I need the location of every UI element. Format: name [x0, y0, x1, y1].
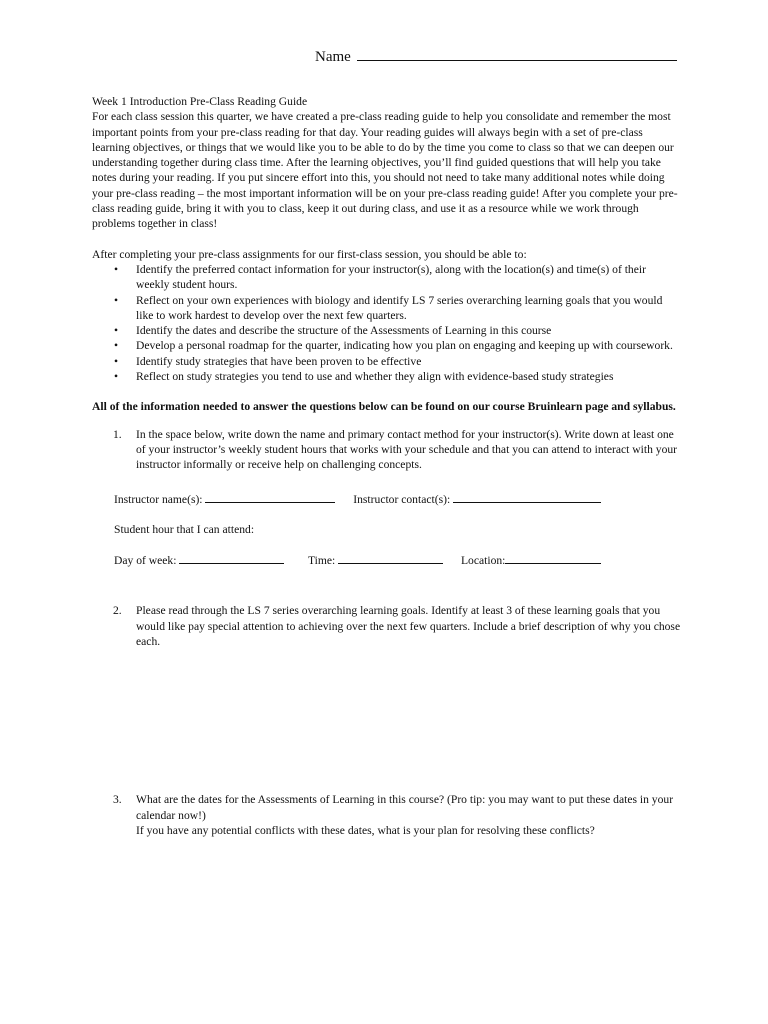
- bullet-icon: •: [114, 354, 119, 368]
- guide-title: Week 1 Introduction Pre-Class Reading Guide: [92, 95, 308, 108]
- question-3: [92, 792, 682, 838]
- question-text-followup: If you have any potential conflicts with these dates, what is your plan for resolving these conflicts?: [136, 823, 595, 837]
- question-text: Please read through the LS 7 series overarching learning goals. Identify at least 3 of these learning goals that you would like pay special attention to achieving over the next few quarters. Include a brief description of why you chose each.: [136, 604, 681, 649]
- info-note: All of the information needed to answer the questions below can be found on our course Bruinlearn page and syllabus.: [92, 400, 676, 414]
- objective-item: [92, 262, 682, 293]
- day-blank[interactable]: [179, 552, 284, 564]
- bullet-icon: •: [114, 324, 119, 338]
- bullet-icon: •: [114, 293, 119, 307]
- time-blank[interactable]: [338, 552, 443, 564]
- question-2: [92, 603, 682, 649]
- instructor-contact-label: Instructor contact(s):: [353, 492, 451, 506]
- question-number: 2.: [113, 604, 122, 618]
- instructor-contact-blank[interactable]: [453, 491, 601, 503]
- student-hour-row: [114, 522, 682, 537]
- instructor-name-label: Instructor name(s):: [114, 492, 203, 506]
- student-hour-label: Student hour that I can attend:: [114, 522, 255, 536]
- location-label: Location:: [460, 554, 506, 568]
- name-field-row: [315, 46, 677, 66]
- objective-text: Identify the dates and describe the structure of the Assessments of Learning in this course: [136, 324, 552, 338]
- guide-intro-paragraph: For each class session this quarter, we have created a pre-class reading guide to help you consolidate and remember the most important points from your pre-class reading for that day. Your reading guides will always begin with a set of pre-class learning objectives, or things that we would like you to be able to do by the time you come to class so that we can deepen our understanding together during class time. After the learning objectives, you’ll find guided questions that will help you take notes during your reading. If you put sincere effort into this, you should not need to take many additional notes while doing your pre-class reading – the most important information will be on your pre-class reading guide! After you complete your pre-class reading guide, bring it with you to class, keep it out during class, and use it as a resource while we work through problems together in class!: [92, 110, 678, 231]
- guide-content: [92, 94, 682, 838]
- location-blank[interactable]: [505, 552, 601, 564]
- question-text: What are the dates for the Assessments of Learning in this course? (Pro tip: you may want to put these dates in your calendar now!): [136, 793, 674, 822]
- objective-text: Reflect on study strategies you tend to use and whether they align with evidence-based study strategies: [136, 370, 614, 384]
- name-label: Name: [315, 49, 351, 65]
- instructor-name-blank[interactable]: [205, 491, 335, 503]
- question-1: [92, 427, 682, 473]
- bullet-icon: •: [114, 370, 119, 384]
- question-number: 1.: [113, 427, 122, 441]
- objective-item: [92, 369, 682, 384]
- objective-text: Identify study strategies that have been proven to be effective: [136, 354, 422, 368]
- question-text: In the space below, write down the name and primary contact method for your instructor(s). Write down at least one of your instructor’s weekly student hours that works with your schedule and that you can attend to interact with your instructor informally or receive help on challenging concepts.: [136, 427, 678, 472]
- day-label: Day of week:: [114, 554, 177, 568]
- question-number: 3.: [113, 793, 122, 807]
- objective-item: [92, 293, 682, 324]
- objective-text: Develop a personal roadmap for the quarter, indicating how you plan on engaging and keeping up with coursework.: [136, 339, 673, 353]
- objectives-lead: After completing your pre-class assignments for our first-class session, you should be able to:: [92, 247, 527, 261]
- objective-item: [92, 338, 682, 353]
- objective-text: Identify the preferred contact information for your instructor(s), along with the location(s) and time(s) of their weekly student hours.: [136, 262, 646, 292]
- objectives-list: [92, 262, 682, 384]
- schedule-fields-row: [114, 552, 682, 568]
- objective-item: [92, 354, 682, 369]
- name-blank-line[interactable]: [357, 46, 677, 61]
- bullet-icon: •: [114, 262, 119, 276]
- time-label: Time:: [307, 554, 336, 568]
- instructor-fields-row: [114, 491, 682, 507]
- objective-item: [92, 323, 682, 338]
- objective-text: Reflect on your own experiences with biology and identify LS 7 series overarching learning goals that you would like to work hardest to develop over the next few quarters.: [136, 293, 663, 322]
- bullet-icon: •: [114, 339, 119, 353]
